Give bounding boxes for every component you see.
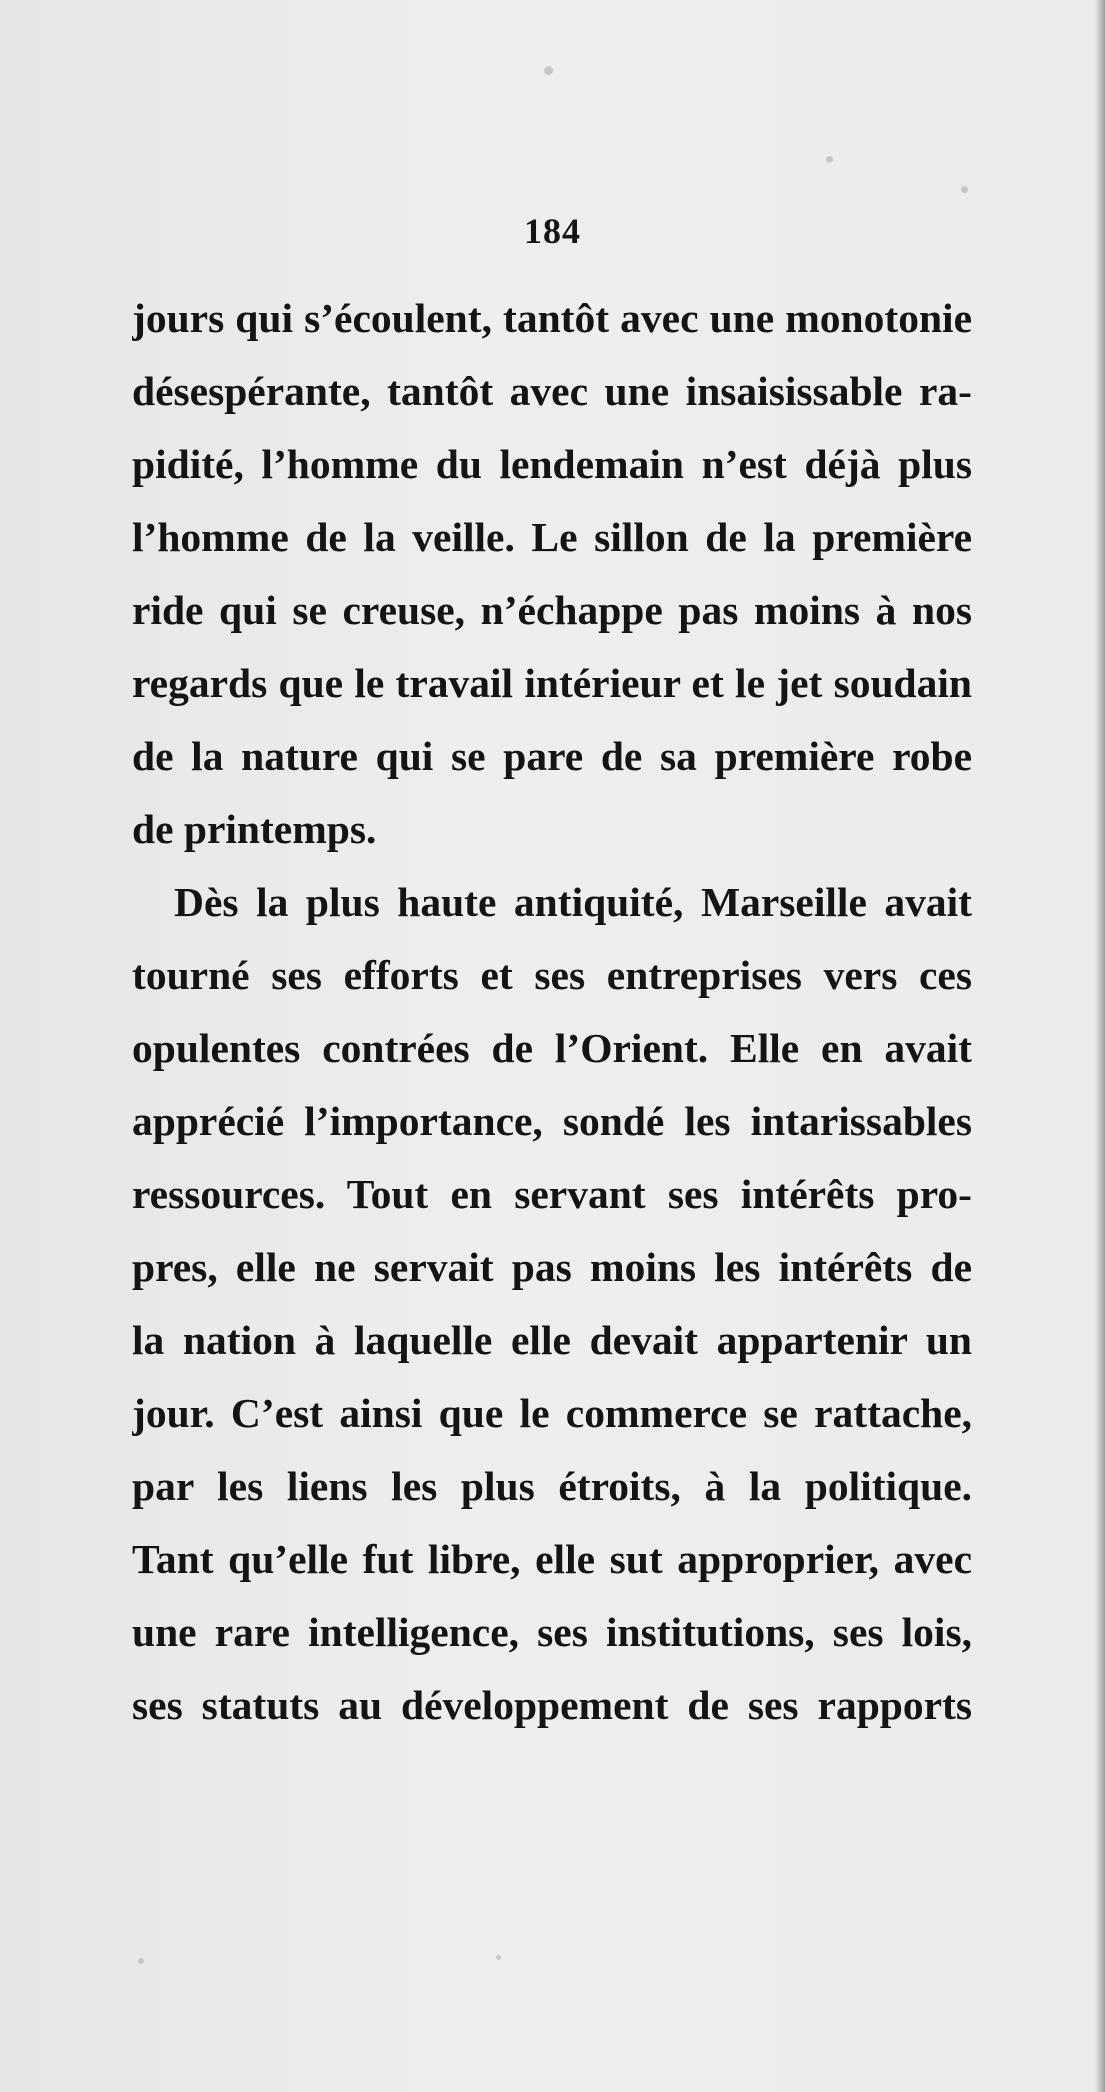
paper-speck	[496, 1955, 501, 1960]
text-line: Dès la plus haute antiquité, Marseille avait	[174, 879, 972, 925]
paper-speck	[961, 186, 968, 193]
page-number: 184	[524, 211, 581, 251]
text-line: regards que le travail intérieur et le jet soudain	[132, 660, 972, 706]
body-text	[132, 282, 972, 1742]
text-line: ses statuts au développement de ses rapports	[132, 1682, 972, 1728]
paper-speck	[544, 66, 553, 75]
text-line: désespérante, tantôt avec une insaisissable ra-	[132, 368, 972, 414]
text-line: pidité, l’homme du lendemain n’est déjà plus	[132, 441, 972, 487]
text-line: opulentes contrées de l’Orient. Elle en avait	[132, 1025, 972, 1071]
text-line: pres, elle ne servait pas moins les intérêts de	[132, 1244, 972, 1290]
text-line: ride qui se creuse, n’échappe pas moins à nos	[132, 587, 972, 633]
text-line: une rare intelligence, ses institutions, ses lois,	[132, 1609, 972, 1655]
page-edge-shadow	[1095, 0, 1105, 2092]
text-line: tourné ses efforts et ses entreprises vers ces	[132, 952, 972, 998]
text-line: Tant qu’elle fut libre, elle sut approprier, avec	[132, 1536, 972, 1582]
text-line: l’homme de la veille. Le sillon de la première	[132, 514, 972, 560]
text-line: la nation à laquelle elle devait appartenir un	[132, 1317, 972, 1363]
text-line: par les liens les plus étroits, à la politique.	[132, 1463, 972, 1509]
text-line: jour. C’est ainsi que le commerce se rattache,	[132, 1390, 972, 1436]
text-line: ressources. Tout en servant ses intérêts pro-	[132, 1171, 972, 1217]
paper-speck	[138, 1958, 144, 1964]
text-line: de printemps.	[132, 806, 377, 852]
text-line: de la nature qui se pare de sa première robe	[132, 733, 972, 779]
text-line: apprécié l’importance, sondé les intarissables	[132, 1098, 972, 1144]
paper-speck	[826, 156, 833, 163]
text-line: jours qui s’écoulent, tantôt avec une monotonie	[132, 295, 972, 341]
